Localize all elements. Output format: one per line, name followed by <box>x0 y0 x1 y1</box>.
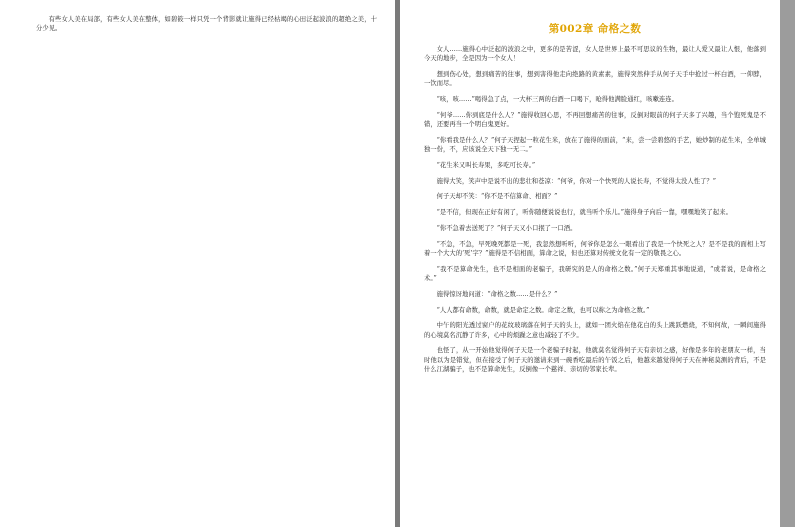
paragraph: 施得惊讶地问道：“命格之数……是什么？” <box>436 290 558 298</box>
paragraph: “是不信，但现在正好有闲了，听你随便说说也行，就当听个乐儿。”施得身子向后一靠，嘿嘿地笑了起来。 <box>436 209 732 217</box>
paragraph: “不急，不急，早死晚死都是一死，我忽然想听听，何爷你是怎么一眼看出了我是一个快死之人？是不是我的面相上写着一个大大的‘死’字？”施得是不信相面，算命之说，但也还算对传统文化有一定的敬畏之心。 <box>424 240 766 257</box>
page-right <box>400 0 780 527</box>
vertical-scrollbar[interactable] <box>780 0 795 527</box>
paragraph: “你不急着去送死了？”何子天又小口抿了一口酒。 <box>436 224 577 232</box>
paragraph: 何子天却不笑：“你不是不信算命、相面？” <box>436 193 558 201</box>
paragraph: 施得大笑，笑声中是说不出的悲壮和苍凉：“何爷，你对一个快死的人说长寿，不觉得太没人性了？” <box>436 177 717 185</box>
paragraph: “我不是算命先生，也不是相面的老骗子，我研究的是人的命格之数。”何子天郑重其事地说道，“或者说，是命格之术。” <box>424 265 766 282</box>
paragraph: 也怪了，从一开始他觉得何子天是一个老骗子时起，他就莫名觉得何子天有亲切之感，好像是多年的老朋友一样，当时他以为是错觉，但在接受了何子天的邀请来到一碗香吃最后的午饭之后，他越来越觉得何子天在神秘莫测的背后，不是什么江湖骗子，也不是算命先生，反倒像一个慈祥、亲切的邻家长辈。 <box>424 347 766 373</box>
paragraph: 女人……施得心中泛起的波浪之中，更多的是苦涩，女人是世界上最不可思议的生物，最让人爱又最让人恨，他落到今天的地步，全是因为一个女人！ <box>424 46 766 63</box>
paragraph: 中午的阳光透过窗户的花纹玻璃落在何子天的头上，就如一团火焰在他花白的头上跳跃燃烧，不知何故，一瞬间施得的心境莫名沉静了许多，心中的烦躁之意也减轻了不少。 <box>424 322 766 339</box>
paragraph: “何爷……你到底是什么人？”施得收回心思，不再回想痛苦的往事，反倒对眼前的何子天多了兴趣，当个饱死鬼是不错，还要再当一个明白鬼更好。 <box>424 111 766 128</box>
paragraph: 想到伤心处，想到痛苦的往事，想到害得他走向绝路的黄素素，施得突然伸手从何子天手中抢过一杯白酒，一仰脖，一饮而尽。 <box>424 71 766 88</box>
paragraph: “花生米又叫长寿果，多吃可长寿。” <box>436 161 536 169</box>
chapter-title: 第002章 命格之数 <box>548 23 642 35</box>
paragraph: “你看我是什么人？”何子天捏起一粒花生米，放在了施得的面前，“来，尝一尝碧悠的手艺，她炒制的花生米，全单城独一份，不，应该说全天下独一无二。” <box>424 136 766 153</box>
paragraph: “人人都有命数，命数，就是命定之数。命定之数，也可以称之为命格之数。” <box>436 306 650 314</box>
page-left <box>0 0 395 527</box>
paragraph: 有些女人美在局部，有些女人美在整体，如碧筱一样只凭一个背影就让施得已经枯竭的心田泛起波浪的超绝之美，十分少见。 <box>36 16 377 33</box>
paragraph: “咳，咳……”喝得急了点，一大杯三两的白酒一口喝下，呛得他满脸通红，咳嗽连连。 <box>436 96 678 103</box>
